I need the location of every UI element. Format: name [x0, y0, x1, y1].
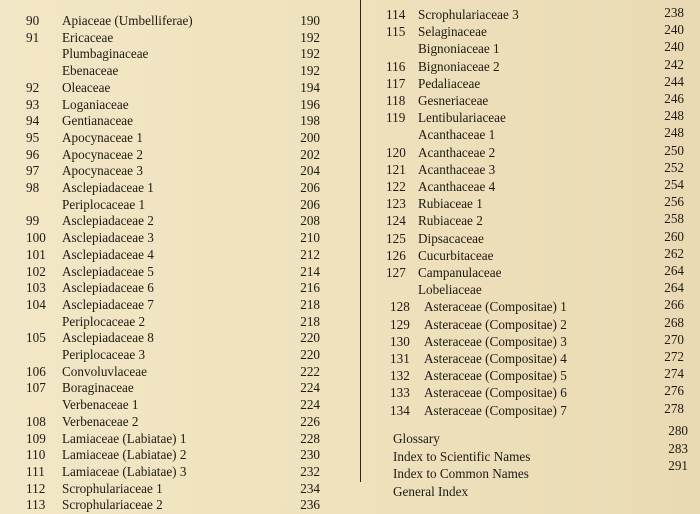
entry-page-number: 264 — [664, 280, 684, 296]
contents-entry — [360, 161, 700, 179]
entry-number: 120 — [386, 144, 406, 160]
entry-number: 90 — [26, 13, 40, 28]
entry-page-number: 270 — [664, 331, 684, 347]
entry-page-number: 268 — [664, 314, 684, 330]
entry-number: 108 — [26, 413, 46, 429]
contents-entry — [0, 112, 340, 130]
entry-page-number: 194 — [300, 79, 320, 95]
entry-number: 107 — [26, 380, 46, 396]
entry-page-number: 220 — [300, 347, 320, 362]
contents-entry — [0, 430, 340, 448]
entry-family-name: Asclepiadaceae 7 — [62, 296, 154, 312]
entry-family-name: Acanthaceae 1 — [418, 127, 496, 143]
entry-page-number: 220 — [300, 330, 320, 346]
entry-number: 115 — [386, 24, 406, 40]
entry-number: 101 — [26, 246, 46, 262]
entry-page-number: 190 — [300, 13, 320, 28]
entry-number: 110 — [26, 447, 46, 463]
contents-entry — [0, 96, 340, 114]
entry-page-number: 226 — [300, 413, 320, 429]
contents-entry — [360, 126, 700, 144]
entry-page-number: 218 — [300, 313, 320, 329]
contents-entry — [0, 496, 340, 514]
contents-entry — [360, 316, 700, 334]
contents-entry — [0, 62, 340, 80]
entry-page-number: 264 — [664, 263, 684, 278]
entry-family-name: Selaginaceae — [418, 24, 487, 40]
back-matter-entry — [360, 423, 700, 448]
contents-entry — [360, 367, 700, 385]
contents-entry — [0, 246, 340, 264]
entry-page-number: 216 — [300, 280, 320, 296]
contents-entry — [0, 263, 340, 281]
entry-family-name: Plumbaginaceae — [62, 46, 149, 62]
entry-family-name: Acanthaceae 3 — [418, 161, 496, 177]
contents-entry — [360, 281, 700, 299]
entry-family-name: Campanulaceae — [418, 265, 502, 280]
entry-page-number: 224 — [300, 380, 320, 396]
contents-entry — [0, 413, 340, 431]
entry-page-number: 232 — [300, 463, 320, 479]
entry-page-number: 192 — [300, 63, 320, 79]
entry-family-name: Verbenaceae 2 — [62, 413, 139, 429]
contents-entry — [0, 296, 340, 314]
entry-page-number: 212 — [300, 246, 320, 262]
entry-family-name: Asteraceae (Compositae) 4 — [424, 351, 567, 366]
entry-number: 133 — [390, 385, 410, 401]
entry-number: 103 — [26, 280, 46, 296]
contents-entry — [0, 229, 340, 247]
entry-page-number: 248 — [664, 108, 684, 124]
contents-entry — [0, 346, 340, 364]
entry-family-name: Scrophulariaceae 3 — [418, 7, 519, 22]
entry-number: 105 — [26, 330, 46, 346]
entry-family-name: Asclepiadaceae 3 — [62, 230, 154, 246]
contents-entry — [360, 92, 700, 110]
entry-number: 123 — [386, 196, 406, 212]
entry-family-name: Ericaceae — [62, 29, 114, 45]
entry-page-number: 234 — [300, 480, 320, 496]
entry-page-number: 248 — [664, 125, 684, 141]
entry-page-number: 276 — [664, 383, 684, 399]
entry-family-name: Loganiaceae — [62, 96, 129, 112]
entry-page-number: 200 — [300, 129, 320, 145]
entry-number: 97 — [26, 163, 40, 179]
contents-entry — [0, 480, 340, 498]
entry-page-number: 214 — [300, 263, 320, 279]
entry-family-name: Scrophulariaceae 1 — [62, 480, 163, 496]
entry-family-name: Apocynaceae 3 — [62, 163, 143, 179]
entry-number: 95 — [26, 129, 40, 145]
contents-entry — [0, 162, 340, 180]
entry-family-name: Lentibulariaceae — [418, 110, 506, 126]
entry-family-name: Asclepiadaceae 6 — [62, 280, 154, 296]
entry-family-name: Scrophulariaceae 2 — [62, 497, 163, 513]
entry-family-name: Bignoniaceae 1 — [418, 41, 500, 57]
entry-family-name: Periplocaceae 1 — [62, 196, 146, 212]
entry-page-number: 218 — [300, 296, 320, 312]
entry-page-number: 206 — [300, 180, 320, 195]
entry-number: 112 — [26, 480, 46, 496]
contents-entry — [360, 58, 700, 76]
entry-family-name: Apocynaceae 1 — [62, 129, 143, 145]
contents-entry — [0, 196, 340, 214]
entry-number: 100 — [26, 230, 46, 246]
back-matter-page-number: 280 — [668, 423, 688, 438]
contents-entry — [0, 146, 340, 164]
contents-entry — [360, 402, 700, 420]
contents-entry — [360, 75, 700, 93]
entry-family-name: Pedaliaceae — [418, 75, 481, 91]
entry-family-name: Asteraceae (Compositae) 1 — [424, 299, 567, 315]
entry-page-number: 274 — [664, 366, 684, 382]
entry-number: 111 — [26, 463, 45, 479]
entry-number: 132 — [390, 368, 410, 384]
entry-page-number: 238 — [664, 5, 684, 20]
entry-page-number: 266 — [664, 297, 684, 313]
entry-family-name: Asteraceae (Compositae) 7 — [424, 402, 567, 418]
entry-family-name: Asclepiadaceae 4 — [62, 246, 154, 262]
entry-family-name: Periplocaceae 2 — [62, 313, 146, 329]
contents-entry — [0, 29, 340, 47]
contents-entry — [360, 212, 700, 230]
back-matter-title: Index to Scientific Names — [393, 448, 531, 464]
contents-entry — [0, 396, 340, 414]
entry-page-number: 252 — [664, 159, 684, 175]
entry-number: 94 — [26, 113, 40, 129]
contents-entry — [0, 329, 340, 347]
entry-page-number: 208 — [300, 213, 320, 229]
entry-number: 114 — [386, 7, 406, 22]
contents-entry — [360, 144, 700, 162]
entry-number: 127 — [386, 265, 406, 280]
entry-number: 113 — [26, 497, 46, 513]
entry-number: 93 — [26, 96, 40, 112]
entry-family-name: Acanthaceae 4 — [418, 179, 496, 194]
entry-number: 99 — [26, 213, 40, 229]
entry-number: 106 — [26, 363, 46, 379]
contents-entry — [0, 12, 340, 30]
entry-page-number: 254 — [664, 177, 684, 192]
back-matter-title: General Index — [393, 483, 469, 499]
entry-page-number: 236 — [300, 497, 320, 513]
entry-family-name: Lamiaceae (Labiatae) 3 — [62, 463, 187, 479]
entry-page-number: 246 — [664, 91, 684, 106]
back-matter-entry — [360, 483, 700, 501]
back-matter-page-number: 283 — [668, 440, 688, 456]
entry-number: 117 — [386, 75, 406, 91]
contents-entry — [360, 178, 700, 196]
contents-entry — [360, 6, 700, 24]
contents-entry — [0, 279, 340, 297]
entry-family-name: Apocynaceae 2 — [62, 146, 143, 162]
entry-number: 109 — [26, 430, 46, 446]
entry-family-name: Asteraceae (Compositae) 6 — [424, 385, 567, 401]
entry-number: 96 — [26, 146, 40, 162]
entry-page-number: 192 — [300, 46, 320, 62]
contents-entry — [0, 129, 340, 147]
entry-number: 104 — [26, 296, 46, 312]
entry-family-name: Asclepiadaceae 5 — [62, 263, 154, 279]
entry-family-name: Lamiaceae (Labiatae) 1 — [62, 430, 187, 446]
entry-family-name: Asteraceae (Compositae) 5 — [424, 368, 567, 384]
entry-page-number: 256 — [664, 194, 684, 210]
entry-family-name: Rubiaceae 1 — [418, 196, 483, 212]
entry-page-number: 240 — [664, 22, 684, 38]
entry-page-number: 202 — [300, 146, 320, 162]
entry-page-number: 222 — [300, 363, 320, 379]
entry-page-number: 228 — [300, 430, 320, 446]
contents-entry — [0, 363, 340, 381]
entry-family-name: Lamiaceae (Labiatae) 2 — [62, 447, 187, 463]
entry-family-name: Rubiaceae 2 — [418, 213, 483, 229]
entry-family-name: Asclepiadaceae 1 — [62, 180, 154, 195]
contents-entry — [0, 446, 340, 464]
entry-number: 119 — [386, 110, 406, 126]
contents-entry — [0, 45, 340, 63]
entry-page-number: 230 — [300, 447, 320, 463]
entry-number: 130 — [390, 333, 410, 349]
entry-family-name: Apiaceae (Umbelliferae) — [62, 13, 193, 28]
entry-number: 98 — [26, 180, 40, 195]
entry-number: 118 — [386, 93, 406, 108]
contents-entry — [0, 212, 340, 230]
entry-number: 134 — [390, 402, 410, 418]
entry-family-name: Acanthaceae 2 — [418, 144, 496, 160]
entry-page-number: 244 — [664, 73, 684, 89]
entry-page-number: 192 — [300, 29, 320, 45]
entry-family-name: Ebenaceae — [62, 63, 119, 79]
entry-page-number: 242 — [664, 56, 684, 72]
contents-entry — [0, 313, 340, 331]
contents-entry — [360, 350, 700, 368]
entry-number: 125 — [386, 230, 406, 246]
entry-page-number: 224 — [300, 397, 320, 413]
entry-family-name: Asteraceae (Compositae) 3 — [424, 333, 567, 349]
entry-number: 92 — [26, 79, 40, 95]
entry-family-name: Bignoniaceae 2 — [418, 58, 500, 74]
entry-family-name: Asteraceae (Compositae) 2 — [424, 316, 567, 332]
entry-family-name: Dipsacaceae — [418, 230, 484, 246]
entry-number: 121 — [386, 161, 406, 177]
entry-page-number: 278 — [664, 400, 684, 416]
entry-number: 116 — [386, 58, 406, 74]
contents-entry — [360, 23, 700, 41]
entry-number: 131 — [390, 351, 410, 366]
entry-number: 102 — [26, 263, 46, 279]
contents-entry — [360, 195, 700, 213]
entry-page-number: 210 — [300, 230, 320, 246]
contents-entry — [360, 384, 700, 402]
contents-entry — [360, 230, 700, 248]
entry-page-number: 250 — [664, 142, 684, 158]
contents-entry — [0, 379, 340, 397]
entry-number: 122 — [386, 179, 406, 194]
back-matter-title: Index to Common Names — [393, 466, 529, 481]
entry-number: 126 — [386, 247, 406, 263]
back-matter-entry — [360, 440, 700, 466]
entry-page-number: 258 — [664, 211, 684, 227]
entry-family-name: Boraginaceae — [62, 380, 134, 396]
entry-number: 129 — [390, 316, 410, 332]
entry-family-name: Verbenaceae 1 — [62, 397, 139, 413]
entry-family-name: Gesneriaceae — [418, 93, 489, 108]
entry-family-name: Lobeliaceae — [418, 282, 482, 298]
contents-entry — [0, 79, 340, 97]
entry-page-number: 272 — [664, 349, 684, 364]
entry-family-name: Asclepiadaceae 2 — [62, 213, 154, 229]
contents-entry — [360, 40, 700, 58]
entry-family-name: Oleaceae — [62, 79, 111, 95]
entry-page-number: 204 — [300, 163, 320, 179]
back-matter-title: Glossary — [393, 431, 440, 446]
entry-page-number: 262 — [664, 245, 684, 261]
contents-entry — [0, 179, 340, 197]
entry-page-number: 206 — [300, 196, 320, 212]
entry-number: 128 — [390, 299, 410, 315]
entry-page-number: 260 — [664, 228, 684, 244]
entry-family-name: Asclepiadaceae 8 — [62, 330, 154, 346]
entry-number: 124 — [386, 213, 406, 229]
contents-entry — [360, 333, 700, 351]
contents-entry — [360, 264, 700, 282]
entry-page-number: 198 — [300, 113, 320, 129]
back-matter-page-number: 291 — [668, 458, 688, 473]
entry-page-number: 196 — [300, 96, 320, 112]
entry-family-name: Gentianaceae — [62, 113, 134, 129]
entry-number: 91 — [26, 29, 40, 45]
contents-entry — [360, 247, 700, 265]
contents-entry — [360, 298, 700, 316]
contents-entry — [0, 463, 340, 481]
entry-family-name: Cucurbitaceae — [418, 247, 494, 263]
back-matter-entry — [360, 458, 700, 483]
entry-family-name: Periplocaceae 3 — [62, 347, 146, 362]
contents-entry — [360, 109, 700, 127]
entry-family-name: Convoluvlaceae — [62, 363, 147, 379]
entry-page-number: 240 — [664, 39, 684, 55]
